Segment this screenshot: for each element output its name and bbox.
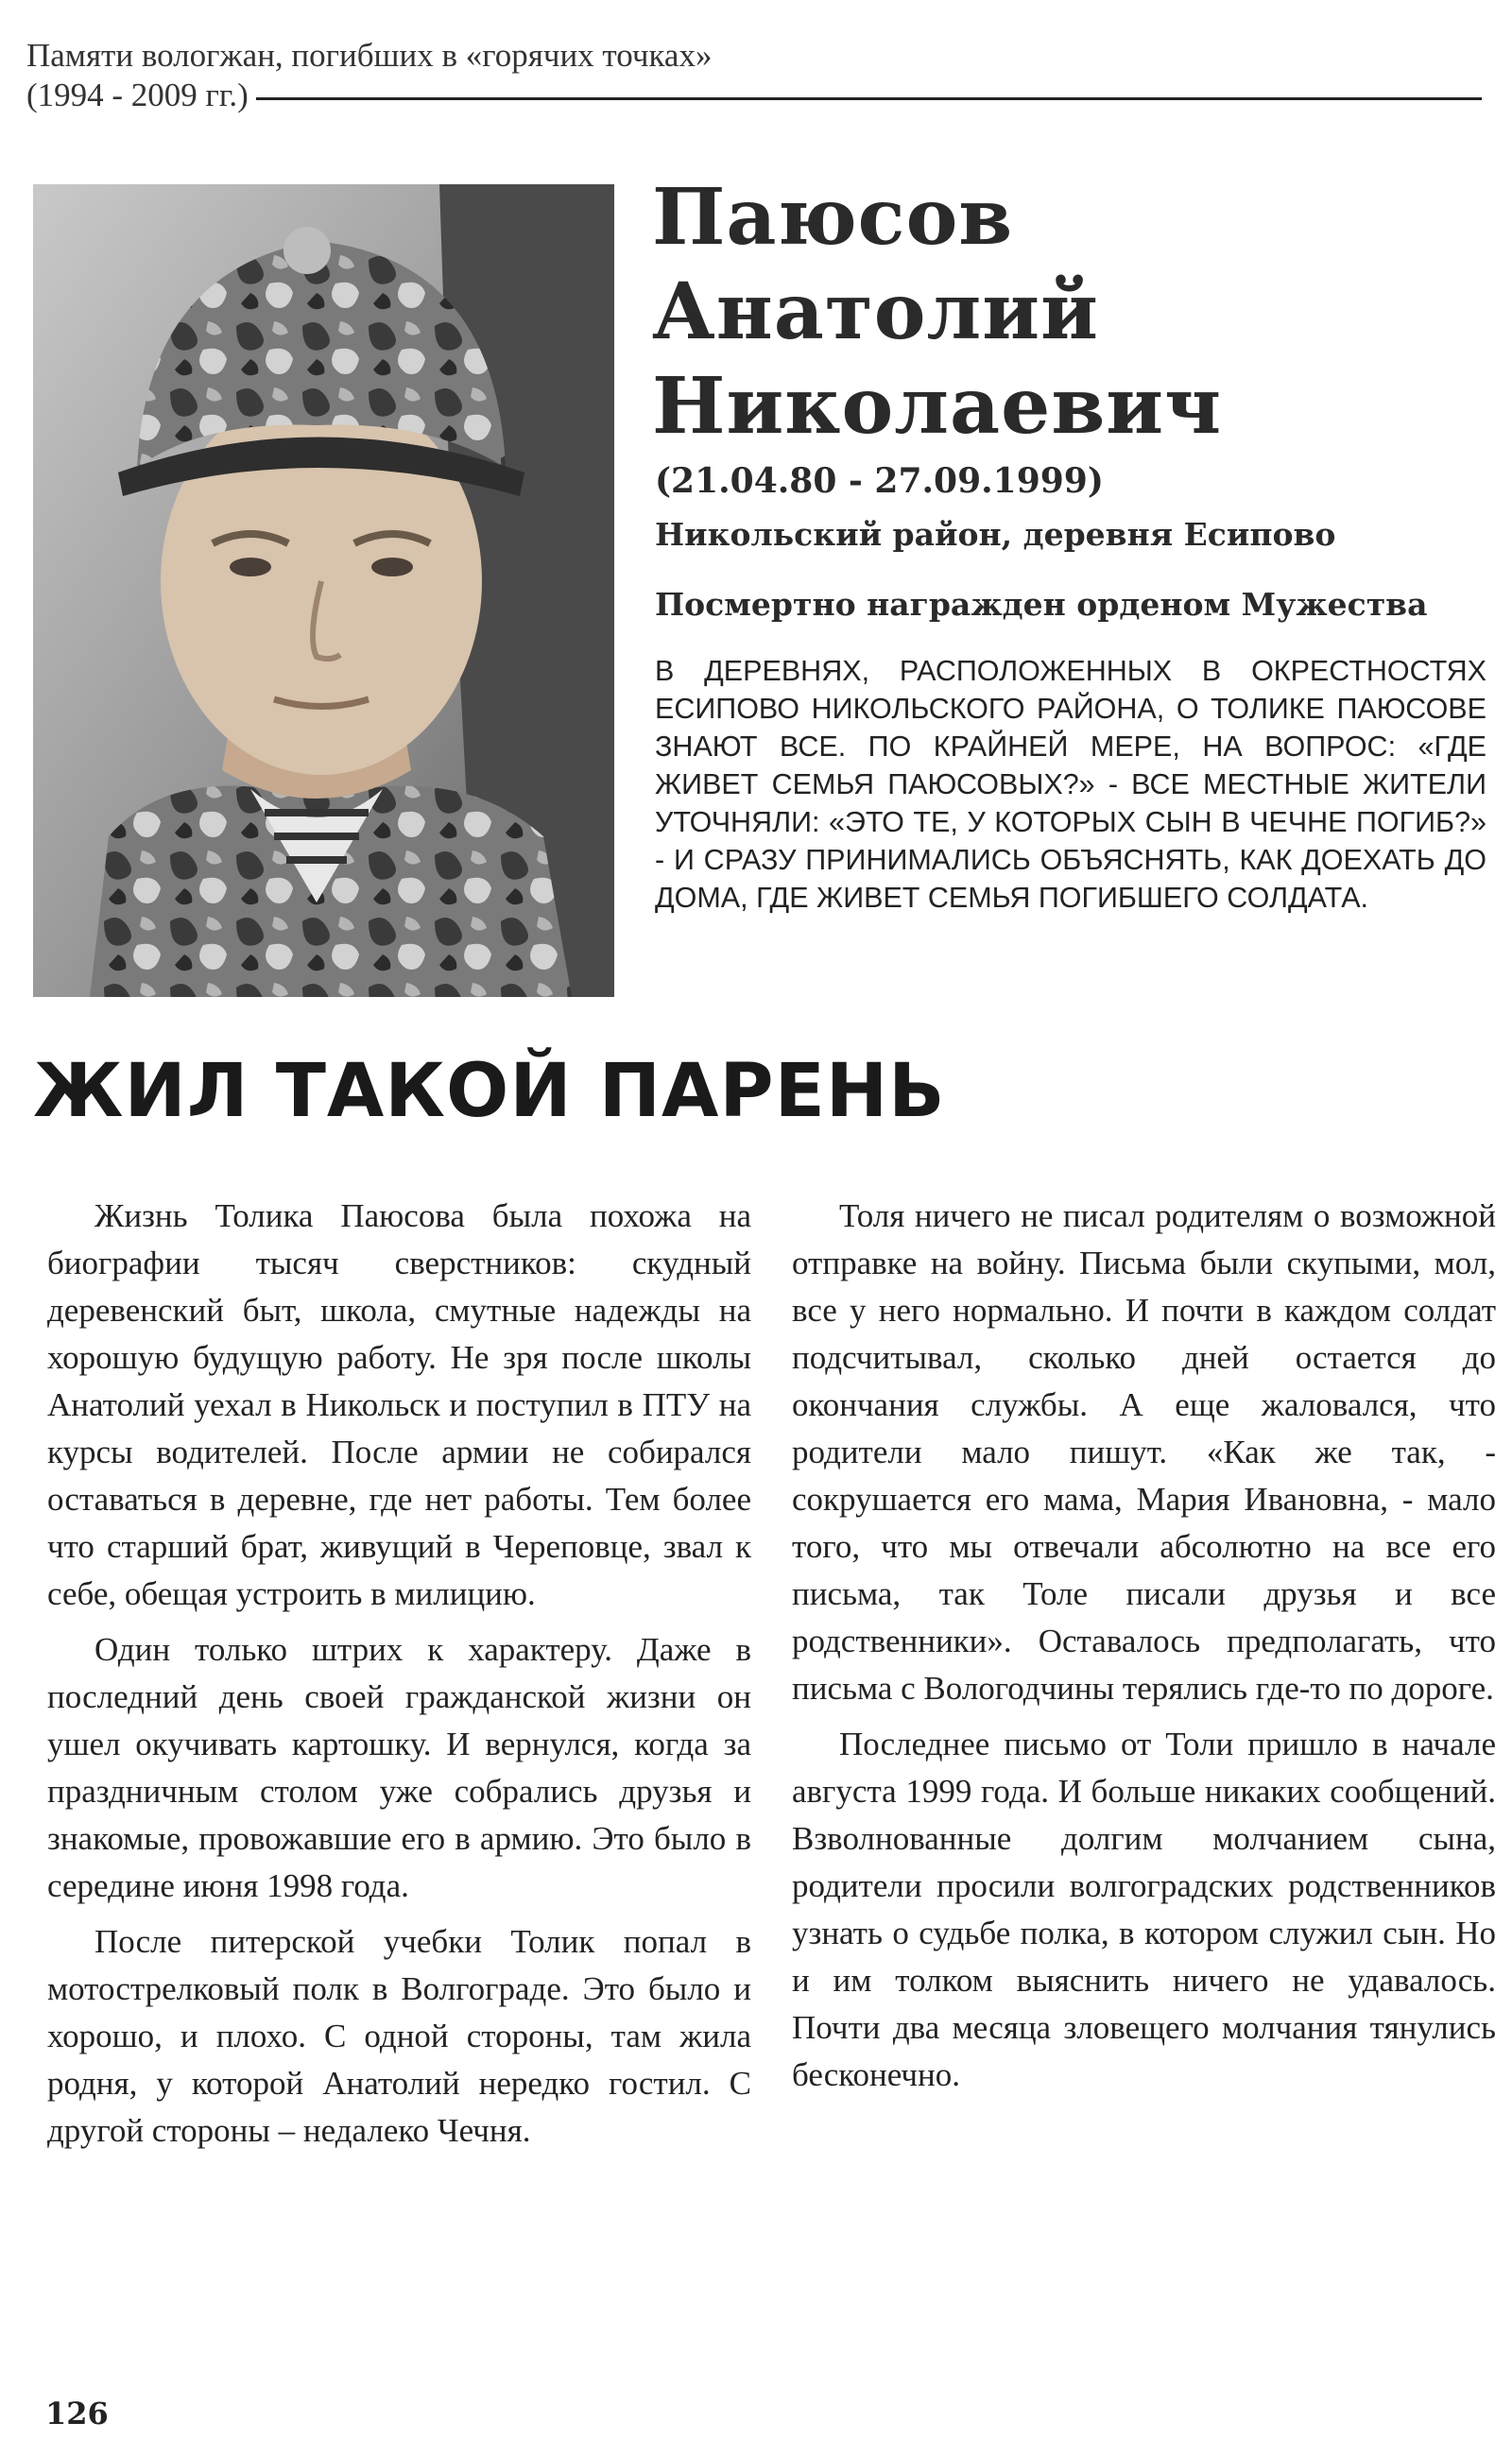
- birthplace: Никольский район, деревня Есипово: [655, 516, 1336, 553]
- surname: Паюсов: [652, 172, 1014, 263]
- person-name: [652, 170, 1484, 454]
- paragraph: Один только штрих к характеру. Даже в последний день своей гражданской жизни он ушел окучивать картошку. И вернулся, когда за праздничным столом уже собрались друзья и знакомые, провожавшие его в армию. Это было в середине июня 1998 года.: [47, 1631, 751, 1904]
- paragraph: После питерской учебки Толик попал в мотострелковый полк в Волгограде. Это было и хорошо, и плохо. С одной стороны, там жила родня, у которой Анатолий нередко гостил. С другой стороны – недалеко Чечня.: [47, 1923, 751, 2149]
- portrait-photo: [33, 184, 614, 997]
- article-headline: ЖИЛ ТАКОЙ ПАРЕНЬ: [33, 1049, 946, 1134]
- running-head-line2: (1994 - 2009 гг.): [26, 77, 249, 113]
- left-column: [47, 1193, 751, 2163]
- award-note: Посмертно награжден орденом Мужества: [655, 586, 1428, 623]
- running-head-line1: Памяти вологжан, погибших в «горячих точках»: [26, 37, 713, 74]
- given-name: Анатолий: [652, 266, 1099, 357]
- lead-paragraph: В ДЕРЕВНЯХ, РАСПОЛОЖЕННЫХ В ОКРЕСТНОСТЯХ ЕСИПОВО НИКОЛЬСКОГО РАЙОНА, О ТОЛИКЕ ПАЮСОВЕ ЗНАЮТ ВСЕ. ПО КРАЙНЕЙ МЕРЕ, НА ВОПРОС: «ГДЕ ЖИВЕТ СЕМЬЯ ПАЮСОВЫХ?» - ВСЕ МЕСТНЫЕ ЖИТЕЛИ УТОЧНЯЛИ: «ЭТО ТЕ, У КОТОРЫХ СЫН В ЧЕЧНЕ ПОГИБ?» - И СРАЗУ ПРИНИМАЛИСЬ ОБЪЯСНЯТЬ, КАК ДОЕХАТЬ ДО ДОМА, ГДЕ ЖИВЕТ СЕМЬЯ ПОГИБШЕГО СОЛДАТА.: [655, 655, 1486, 914]
- paragraph: Жизнь Толика Паюсова была похожа на биографии тысяч сверстников: скудный деревенский быт, школа, смутные надежды на хорошую будущую работу. Не зря после школы Анатолий уехал в Никольск и поступил в ПТУ на курсы водителей. После армии не собирался оставаться в деревне, где нет работы. Тем более что старший брат, живущий в Череповце, звал к себе, обещая устроить в милицию.: [47, 1197, 751, 1612]
- patronymic: Николаевич: [652, 361, 1223, 452]
- page-number: 126: [45, 2396, 109, 2431]
- paragraph: Последнее письмо от Толи пришло в начале августа 1999 года. И больше никаких сообщений. Взволнованные долгим молчанием сына, родители просили волгоградских родственников узнать о судьбе полка, в котором служил сын. Но и им толком выяснить ничего не удавалось. Почти два месяца зловещего молчания тянулись бесконечно.: [792, 1726, 1496, 2093]
- running-head-line2-row: [26, 76, 1482, 115]
- paragraph: Толя ничего не писал родителям о возможной отправке на войну. Письма были скупыми, мол, все у него нормально. И почти в каждом солдат подсчитывал, сколько дней остается до окончания службы. А еще жаловался, что родители мало пишут. «Как же так, - сокрушается его мама, Мария Ивановна, - мало того, что мы отвечали абсолютно на все его письма, так Толе писали друзья и все родственники». Оставалось предполагать, что письма с Вологодчины терялись где-то по дороге.: [792, 1197, 1496, 1707]
- running-head: [26, 36, 1482, 115]
- portrait-illustration: [33, 184, 614, 997]
- right-column: [792, 1193, 1496, 2107]
- life-dates: (21.04.80 - 27.09.1999): [655, 461, 1104, 501]
- running-head-rule: [256, 97, 1482, 100]
